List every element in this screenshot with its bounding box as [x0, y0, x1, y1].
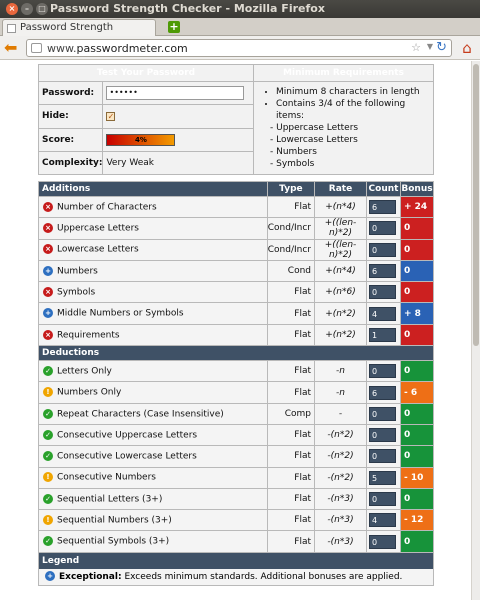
bonus-cell: + 24 — [401, 197, 434, 218]
row-rate: -(n*2) — [315, 446, 367, 467]
score-row — [39, 403, 434, 424]
row-rate: +((len-n)*2) — [315, 218, 367, 239]
row-count-cell — [367, 467, 401, 488]
score-label: Score: — [39, 128, 103, 151]
complexity-value: Very Weak — [103, 151, 254, 174]
score-row — [39, 197, 434, 218]
deductions-header: Deductions — [39, 346, 434, 361]
row-name-cell — [39, 403, 268, 424]
test-header: Test Your Password — [39, 65, 254, 82]
row-name: Consecutive Numbers — [57, 472, 156, 483]
row-name-cell — [39, 382, 268, 403]
score-row — [39, 382, 434, 403]
requirement-item: • Contains 3/4 of the following items: — [276, 98, 427, 122]
score-row — [39, 260, 434, 281]
count-box: 0 — [369, 243, 396, 257]
count-box: 4 — [369, 307, 396, 321]
tab-strip — [0, 18, 480, 36]
row-name: Sequential Letters (3+) — [57, 494, 163, 505]
hide-checkbox[interactable]: ✓ — [107, 111, 115, 121]
score-table — [38, 181, 434, 553]
row-rate: -(n*3) — [315, 531, 367, 552]
scrollbar[interactable] — [471, 61, 480, 600]
count-box: 0 — [369, 221, 396, 235]
row-type: Flat — [267, 446, 314, 467]
count-box: 4 — [369, 513, 396, 527]
count-box: 0 — [369, 535, 396, 549]
count-box: 0 — [369, 407, 396, 421]
row-count-cell — [367, 218, 401, 239]
legend-row-exceptional — [39, 569, 433, 585]
score-row — [39, 531, 434, 552]
column-header-additions: Additions — [39, 182, 268, 197]
bonus-cell: 0 — [401, 361, 434, 382]
new-tab-button[interactable]: + — [169, 20, 179, 33]
count-box: 6 — [369, 200, 396, 214]
score-row — [39, 510, 434, 531]
score-row — [39, 324, 434, 345]
row-count-cell — [367, 488, 401, 509]
scrollbar-thumb[interactable] — [473, 64, 479, 346]
row-rate: +(n*6) — [315, 282, 367, 303]
warning-icon: ! — [43, 515, 53, 525]
row-name-cell — [39, 467, 268, 488]
score-meter: 4% — [106, 134, 175, 146]
legend-text: Exceeds minimum standards. Additional bonuses are applied. — [121, 571, 403, 582]
bonus-cell: 0 — [401, 239, 434, 260]
row-rate: -(n*2) — [315, 467, 367, 488]
row-name-cell — [39, 218, 268, 239]
requirement-subitem: - Uppercase Letters — [270, 123, 359, 133]
bonus-cell: + 8 — [401, 303, 434, 324]
row-count-cell — [367, 382, 401, 403]
column-header-rate: Rate — [315, 182, 367, 197]
row-name-cell — [39, 282, 268, 303]
row-rate: - — [315, 403, 367, 424]
row-type: Cond/Incr — [267, 239, 314, 260]
row-type: Cond/Incr — [267, 218, 314, 239]
row-count-cell — [367, 361, 401, 382]
bonus-cell: - 10 — [401, 467, 434, 488]
chevron-down-icon[interactable]: ▼ — [426, 42, 433, 51]
row-name: Consecutive Uppercase Letters — [57, 430, 198, 441]
bonus-cell: 0 — [401, 324, 434, 345]
row-rate: -n — [315, 382, 367, 403]
row-name-cell — [39, 361, 268, 382]
row-rate: +((len-n)*2) — [315, 239, 367, 260]
fail-icon: × — [43, 223, 53, 233]
bonus-cell: 0 — [401, 403, 434, 424]
exceptional-icon: + — [43, 308, 53, 318]
row-name: Numbers — [57, 266, 98, 277]
row-rate: -(n*2) — [315, 424, 367, 445]
row-count-cell — [367, 510, 401, 531]
row-count-cell — [367, 239, 401, 260]
row-type: Flat — [267, 197, 314, 218]
row-count-cell — [367, 446, 401, 467]
row-type: Flat — [267, 382, 314, 403]
row-name-cell — [39, 531, 268, 552]
bonus-cell: 0 — [401, 260, 434, 281]
score-row — [39, 467, 434, 488]
exceptional-icon: + — [45, 571, 55, 581]
requirement-subitem: - Lowercase Letters — [270, 135, 358, 145]
fail-icon: × — [43, 244, 53, 254]
row-count-cell — [367, 531, 401, 552]
count-box: 0 — [369, 364, 396, 378]
requirements-list — [254, 82, 434, 175]
page-viewport — [0, 61, 471, 600]
password-meter — [38, 64, 434, 586]
maximize-icon[interactable]: □ — [36, 3, 48, 15]
row-count-cell — [367, 424, 401, 445]
count-box: 6 — [369, 386, 396, 400]
row-type: Flat — [267, 282, 314, 303]
exceptional-icon: + — [43, 266, 53, 276]
row-type: Flat — [267, 361, 314, 382]
row-count-cell — [367, 324, 401, 345]
row-count-cell — [367, 403, 401, 424]
page-icon — [7, 24, 16, 33]
row-name-cell — [39, 446, 268, 467]
column-header-type: Type — [267, 182, 314, 197]
row-type: Flat — [267, 531, 314, 552]
count-box: 1 — [369, 328, 396, 342]
score-row — [39, 282, 434, 303]
score-row — [39, 488, 434, 509]
row-name-cell — [39, 424, 268, 445]
legend-term: Exceptional: — [59, 571, 122, 582]
bonus-cell: 0 — [401, 446, 434, 467]
count-box: 0 — [369, 428, 396, 442]
pass-icon: ✓ — [43, 409, 53, 419]
tab-title: Password Strength — [20, 22, 114, 33]
url-bar[interactable] — [26, 39, 452, 57]
row-count-cell — [367, 197, 401, 218]
test-password-table — [38, 64, 434, 175]
row-rate: -n — [315, 361, 367, 382]
score-row — [39, 239, 434, 260]
window-title: Password Strength Checker - Mozilla Firefox — [50, 2, 325, 15]
close-icon[interactable]: × — [6, 3, 18, 15]
row-name: Letters Only — [57, 366, 112, 377]
row-name-cell — [39, 260, 268, 281]
row-name: Sequential Numbers (3+) — [57, 515, 172, 526]
row-name: Middle Numbers or Symbols — [57, 308, 184, 319]
requirement-subitem: - Symbols — [270, 159, 315, 169]
row-name-cell — [39, 488, 268, 509]
row-name: Number of Characters — [57, 202, 157, 213]
score-row — [39, 361, 434, 382]
row-type: Flat — [267, 488, 314, 509]
row-rate: +(n*2) — [315, 324, 367, 345]
title-bar — [0, 0, 480, 18]
fail-icon: × — [43, 330, 53, 340]
row-count-cell — [367, 282, 401, 303]
column-header-bonus: Bonus — [401, 182, 434, 197]
navigation-bar — [0, 36, 480, 60]
home-icon[interactable]: ⌂ — [462, 39, 472, 57]
pass-icon: ✓ — [43, 536, 53, 546]
back-arrow-icon[interactable]: ⬅ — [4, 38, 18, 57]
row-count-cell — [367, 303, 401, 324]
row-name-cell — [39, 303, 268, 324]
requirements-header: Minimum Requirements — [254, 65, 434, 82]
pass-icon: ✓ — [43, 430, 53, 440]
row-rate: -(n*3) — [315, 510, 367, 531]
bonus-cell: 0 — [401, 424, 434, 445]
row-rate: +(n*4) — [315, 197, 367, 218]
password-label: Password: — [39, 82, 103, 105]
row-name: Numbers Only — [57, 387, 122, 398]
url-text[interactable]: www.passwordmeter.com — [47, 42, 188, 55]
row-name: Symbols — [57, 287, 96, 298]
warning-icon: ! — [43, 387, 53, 397]
row-name: Repeat Characters (Case Insensitive) — [57, 409, 224, 420]
tab-password-strength-checker[interactable] — [2, 19, 156, 37]
bonus-cell: 0 — [401, 488, 434, 509]
row-type: Flat — [267, 467, 314, 488]
row-name-cell — [39, 324, 268, 345]
count-box: 0 — [369, 285, 396, 299]
requirement-item: • Minimum 8 characters in length — [276, 86, 427, 98]
row-name: Requirements — [57, 330, 120, 341]
row-type: Comp — [267, 403, 314, 424]
hide-label: Hide: — [39, 105, 103, 128]
row-name-cell — [39, 197, 268, 218]
legend-header: Legend — [39, 553, 433, 569]
fail-icon: × — [43, 202, 53, 212]
row-name-cell — [39, 510, 268, 531]
requirement-subitem: - Numbers — [270, 147, 317, 157]
bonus-cell: - 12 — [401, 510, 434, 531]
count-box: 0 — [369, 449, 396, 463]
fail-icon: × — [43, 287, 53, 297]
row-type: Flat — [267, 510, 314, 531]
minimize-icon[interactable]: – — [21, 3, 33, 15]
site-identity-icon[interactable] — [31, 43, 42, 53]
row-type: Cond — [267, 260, 314, 281]
count-box: 0 — [369, 492, 396, 506]
score-row — [39, 218, 434, 239]
row-name: Lowercase Letters — [57, 244, 139, 255]
bookmark-star-icon[interactable]: ☆ — [411, 41, 421, 54]
score-row — [39, 303, 434, 324]
count-box: 6 — [369, 264, 396, 278]
pass-icon: ✓ — [43, 494, 53, 504]
bonus-cell: 0 — [401, 218, 434, 239]
row-type: Flat — [267, 303, 314, 324]
row-rate: +(n*2) — [315, 303, 367, 324]
column-header-count: Count — [367, 182, 401, 197]
bonus-cell: 0 — [401, 282, 434, 303]
bonus-cell: 0 — [401, 531, 434, 552]
score-row — [39, 446, 434, 467]
pass-icon: ✓ — [43, 451, 53, 461]
row-type: Flat — [267, 324, 314, 345]
password-input[interactable]: •••••• — [106, 86, 244, 100]
score-row — [39, 424, 434, 445]
complexity-label: Complexity: — [39, 151, 103, 174]
reload-icon[interactable]: ↻ — [436, 40, 447, 55]
pass-icon: ✓ — [43, 366, 53, 376]
row-name: Sequential Symbols (3+) — [57, 536, 170, 547]
warning-icon: ! — [43, 472, 53, 482]
legend — [38, 553, 434, 586]
row-type: Flat — [267, 424, 314, 445]
row-rate: +(n*4) — [315, 260, 367, 281]
bonus-cell: - 6 — [401, 382, 434, 403]
count-box: 5 — [369, 471, 396, 485]
row-count-cell — [367, 260, 401, 281]
row-name: Consecutive Lowercase Letters — [57, 451, 197, 462]
row-rate: -(n*3) — [315, 488, 367, 509]
row-name: Uppercase Letters — [57, 223, 139, 234]
row-name-cell — [39, 239, 268, 260]
